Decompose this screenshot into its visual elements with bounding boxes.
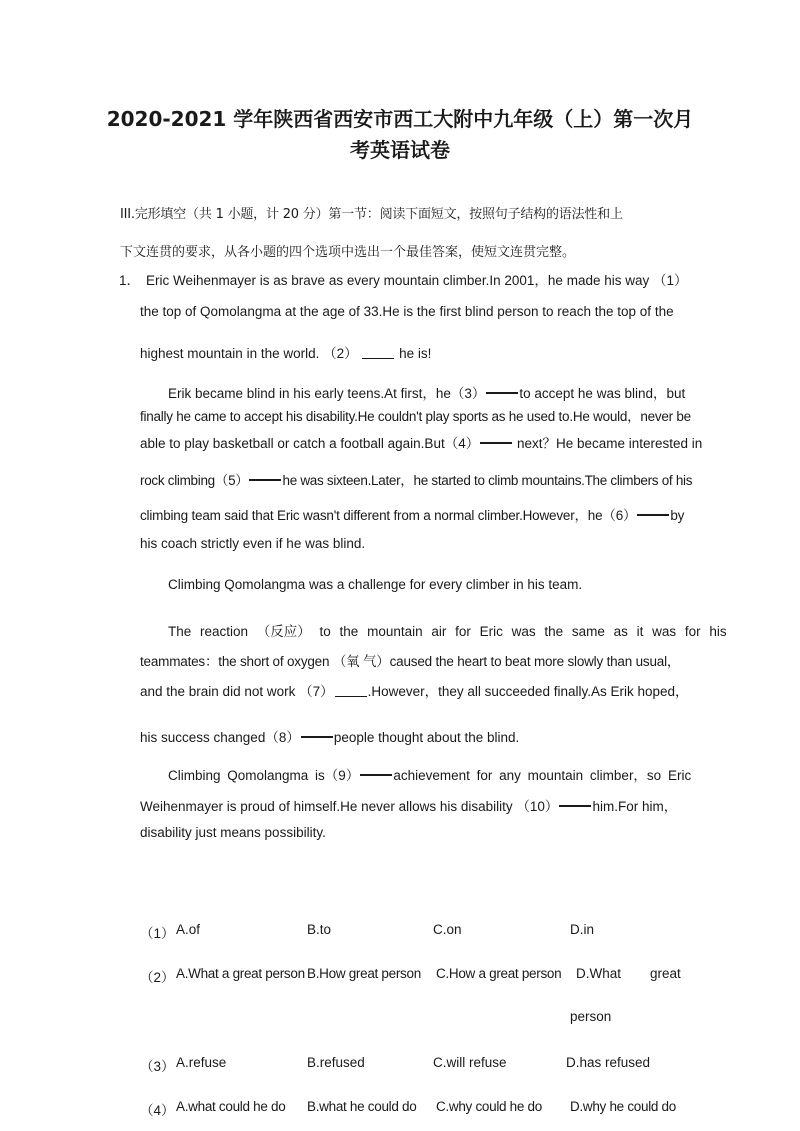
option-label: （1） (140, 926, 175, 941)
p2-line-4: rock climbing（5） he was sixteen.Later，he started to climb mountains.The climbers of his (140, 473, 693, 488)
option-label: （2） (140, 970, 175, 985)
option-c[interactable]: C.why could he do (436, 1099, 542, 1114)
option-a[interactable]: A.of (176, 922, 201, 937)
p1-line-2: the top of Qomolangma at the age of 33.He is the first blind person to reach the top of the (140, 304, 674, 319)
answer-blank[interactable] (362, 358, 394, 359)
answer-blank[interactable] (249, 479, 281, 481)
option-b[interactable]: B.refused (307, 1055, 365, 1070)
p2-line-5: climbing team said that Eric wasn't different from a normal climber.However，he（6） by (140, 508, 685, 523)
p2-line-1: Erik became blind in his early teens.At first，he（3） to accept he was blind，but (168, 386, 686, 401)
answer-blank[interactable] (637, 514, 669, 516)
p4-line-4: his success changed（8） people thought about the blind. (140, 730, 520, 745)
answer-blank[interactable] (301, 736, 333, 738)
answer-blank[interactable] (480, 442, 512, 444)
question-number: 1． (119, 273, 141, 288)
option-c[interactable]: C.on (433, 922, 462, 937)
p3-line-1: Climbing Qomolangma was a challenge for every climber in his team. (168, 577, 583, 592)
p5-line-3: disability just means possibility. (140, 825, 326, 840)
option-d[interactable]: D.What (576, 966, 622, 981)
option-a[interactable]: A.refuse (176, 1055, 227, 1070)
option-a[interactable]: A.what could he do (176, 1099, 286, 1114)
answer-blank[interactable] (559, 805, 591, 807)
p5-line-2: Weihenmayer is proud of himself.He never allows his disability （10） him.For him， (140, 799, 678, 814)
option-d[interactable]: D.why he could do (570, 1099, 676, 1114)
option-d-cont: person (570, 1009, 612, 1024)
answer-blank[interactable] (486, 392, 518, 394)
p2-line-3: able to play basketball or catch a football again.But（4） next？He became interested in (140, 436, 703, 451)
p2-line-2: finally he came to accept his disability.He couldn't play sports as he used to.He would，never be (140, 409, 691, 424)
option-d[interactable]: D.in (570, 922, 595, 937)
option-c[interactable]: C.How a great person (436, 966, 562, 981)
option-a[interactable]: A.What a great person (176, 966, 305, 981)
p4-line-1: The reaction （反应） to the mountain air for Eric was the same as it was for his (168, 624, 727, 639)
option-c[interactable]: C.will refuse (433, 1055, 507, 1070)
p1-line-1: Eric Weihenmayer is as brave as every mountain climber.In 2001，he made his way （1） (146, 273, 688, 288)
p4-line-3: and the brain did not work （7） .However，they all succeeded finally.As Erik hoped， (140, 684, 689, 699)
section-instructions (120, 196, 685, 272)
option-b[interactable]: B.to (307, 922, 332, 937)
option-label: （4） (140, 1103, 175, 1118)
option-b[interactable]: B.what he could do (307, 1099, 417, 1114)
option-b[interactable]: B.How great person (307, 966, 421, 981)
answer-blank[interactable] (335, 696, 367, 697)
p4-line-2: teammates：the short of oxygen （氧 气）caused the heart to beat more slowly than usual， (140, 654, 681, 669)
option-label: （3） (140, 1059, 175, 1074)
option-d[interactable]: D.has refused (566, 1055, 651, 1070)
p2-line-6: his coach strictly even if he was blind. (140, 536, 366, 551)
p1-line-3: highest mountain in the world. （2） he is! (140, 346, 432, 361)
p5-line-1: Climbing Qomolangma is（9） achievement for any mountain climber，so Eric (168, 768, 692, 783)
answer-blank[interactable] (360, 774, 392, 776)
title-line-2: 考英语试卷 (350, 138, 450, 162)
section-line-2: 下文连贯的要求，从各小题的四个选项中选出一个最佳答案，使短文连贯完整。 (120, 245, 576, 260)
section-line-1: III.完形填空（共 1 小题，计 20 分）第一节：阅读下面短文，按照句子结构的语法性和上 (120, 207, 623, 222)
page-title (100, 104, 700, 166)
option-d-cont: great (650, 966, 681, 981)
title-line-1: 2020-2021 学年陕西省西安市西工大附中九年级（上）第一次月 (106, 107, 694, 131)
